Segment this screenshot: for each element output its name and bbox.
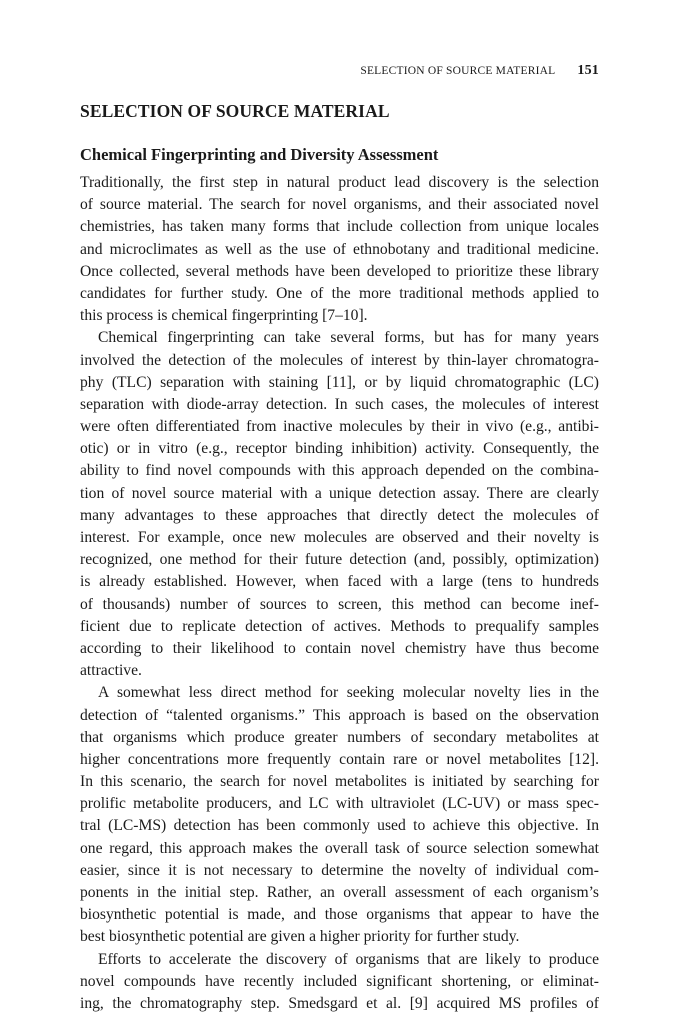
text-line: novel compounds have recently included significant shortening, or eliminat- bbox=[80, 972, 599, 990]
text-line: biosynthetic potential is made, and those organisms that appear to have the bbox=[80, 906, 599, 924]
text-line: ficient due to replicate detection of actives. Methods to prequalify samples bbox=[80, 617, 599, 635]
paragraph bbox=[80, 327, 599, 682]
text-line: best biosynthetic potential are given a higher priority for further study. bbox=[80, 928, 520, 946]
text-line: tion of novel source material with a unique detection assay. There are clearly bbox=[80, 484, 599, 502]
text-line: Chemical fingerprinting can take several forms, but has for many years bbox=[98, 329, 599, 347]
text-line: Once collected, several methods have been developed to prioritize these library bbox=[80, 262, 599, 280]
text-line: Efforts to accelerate the discovery of organisms that are likely to produce bbox=[98, 950, 599, 968]
paragraph bbox=[80, 949, 599, 1016]
text-line: tral (LC-MS) detection has been commonly used to achieve this objective. In bbox=[80, 817, 599, 835]
text-line: phy (TLC) separation with staining [11], or by liquid chromatographic (LC) bbox=[80, 373, 599, 391]
text-line: recognized, one method for their future detection (and, possibly, optimization) bbox=[80, 551, 599, 569]
text-line: prolific metabolite producers, and LC with ultraviolet (LC-UV) or mass spec- bbox=[80, 795, 599, 813]
text-line: many advantages to these approaches that directly detect the molecules of bbox=[80, 506, 599, 524]
text-line: and microclimates as well as the use of ethnobotany and traditional medicine. bbox=[80, 240, 599, 258]
running-head bbox=[80, 63, 599, 79]
page-number: 151 bbox=[577, 63, 599, 78]
text-line: easier, since it is not necessary to determine the novelty of individual com- bbox=[80, 861, 599, 879]
text-line: interest. For example, once new molecules are observed and their novelty is bbox=[80, 529, 599, 546]
text-line: that organisms which produce greater numbers of secondary metabolites at bbox=[80, 728, 599, 746]
text-line: higher concentrations more frequently contain rare or novel metabolites [12]. bbox=[80, 750, 599, 768]
text-line: candidates for further study. One of the more traditional methods applied to bbox=[80, 284, 599, 302]
subsection-heading: Chemical Fingerprinting and Diversity Assessment bbox=[80, 145, 439, 164]
text-line: of source material. The search for novel organisms, and their associated novel bbox=[80, 196, 599, 214]
text-line: otic) or in vitro (e.g., receptor binding inhibition) activity. Consequently, the bbox=[80, 440, 599, 458]
paragraph bbox=[80, 172, 599, 327]
running-head-title: SELECTION OF SOURCE MATERIAL bbox=[360, 65, 556, 77]
text-line: detection of “talented organisms.” This approach is based on the observation bbox=[80, 706, 599, 724]
text-line: is already established. However, when faced with a large (tens to hundreds bbox=[80, 573, 599, 591]
text-line: ponents in the initial step. Rather, an overall assessment of each organism’s bbox=[80, 884, 599, 901]
text-line: involved the detection of the molecules of interest by thin-layer chromatogra- bbox=[80, 351, 599, 369]
text-line: of thousands) number of sources to screen, this method can become inef- bbox=[80, 595, 599, 613]
text-line: chemistries, has taken many forms that include collection from unique locales bbox=[80, 218, 599, 236]
text-line: according to their likelihood to contain novel chemistry have thus become bbox=[80, 639, 599, 657]
text-line: ing, the chromatography step. Smedsgard et al. [9] acquired MS profiles of bbox=[80, 994, 599, 1012]
text-line: one regard, this approach makes the overall task of source selection somewhat bbox=[80, 839, 599, 857]
body-text bbox=[80, 172, 599, 1015]
section-heading: SELECTION OF SOURCE MATERIAL bbox=[80, 101, 390, 121]
text-line: separation with diode-array detection. In such cases, the molecules of interest bbox=[80, 395, 599, 413]
text-line: A somewhat less direct method for seeking molecular novelty lies in the bbox=[98, 684, 599, 702]
paragraph bbox=[80, 682, 599, 948]
text-line: In this scenario, the search for novel metabolites is initiated by searching for bbox=[80, 773, 599, 791]
text-line: ability to find novel compounds with this approach depended on the combina- bbox=[80, 462, 599, 480]
text-line: were often differentiated from inactive molecules by their in vivo (e.g., antibi- bbox=[80, 418, 599, 436]
text-line: Traditionally, the first step in natural product lead discovery is the selection bbox=[80, 174, 599, 191]
text-line: this process is chemical fingerprinting [7–10]. bbox=[80, 307, 368, 325]
text-line: attractive. bbox=[80, 662, 142, 680]
